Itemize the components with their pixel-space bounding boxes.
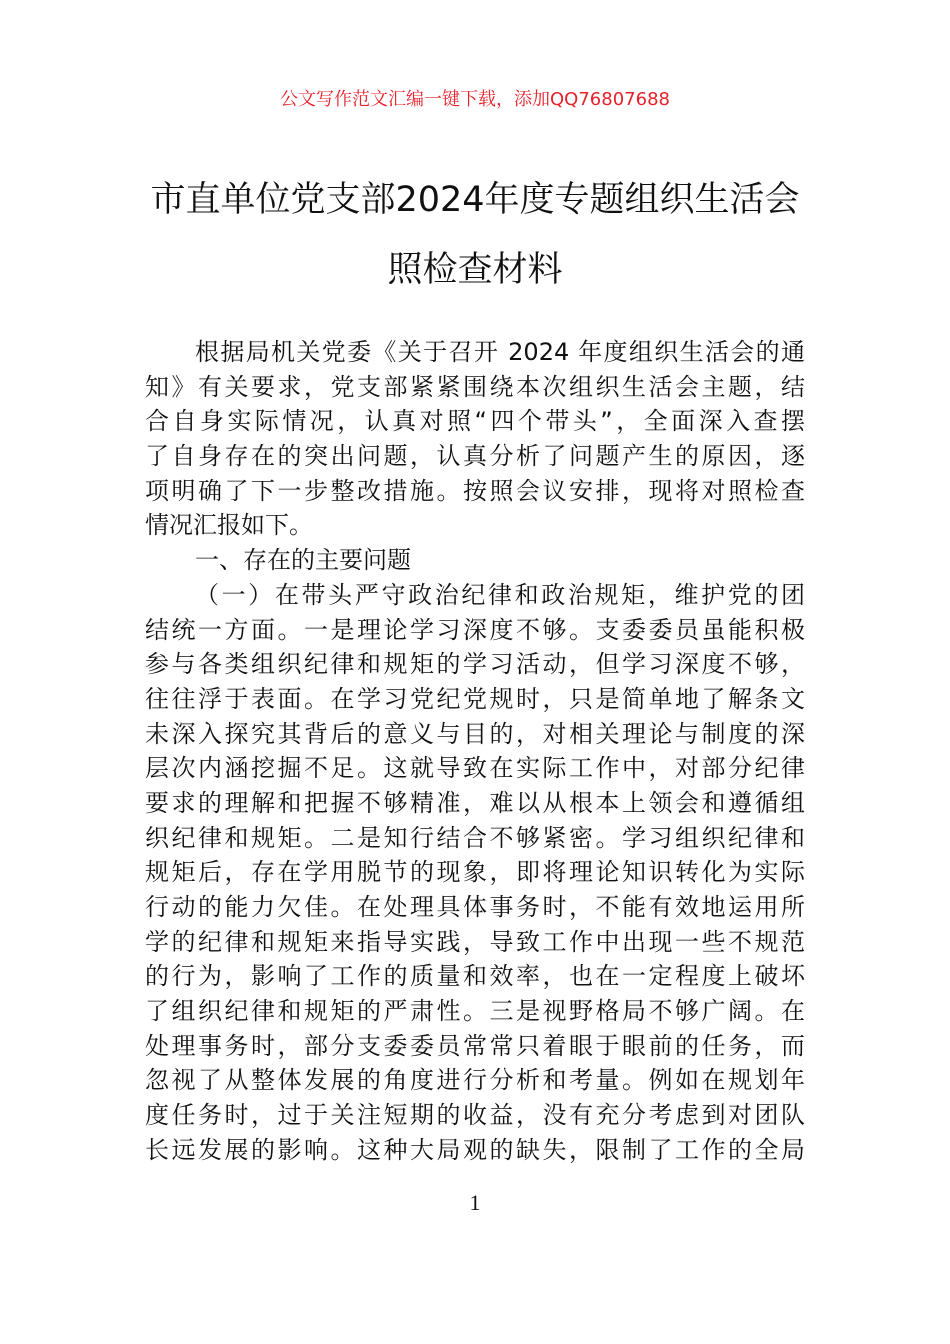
body-text-line: 一、存在的主要问题 [195,546,411,575]
download-watermark-text: 公文写作范文汇编一键下载，添加QQ76807688 [280,89,670,110]
body-text-line: 规矩后，存在学用脱节的现象，即将理论知识转化为实际 [145,858,805,887]
body-text-line: 情况汇报如下。 [145,511,313,540]
body-text-line: 行动的能力欠佳。在处理具体事务时，不能有效地运用所 [145,893,805,921]
body-text-line: 往往浮于表面。在学习党纪党规时，只是简单地了解条文 [145,684,805,713]
body-text-line: 学的纪律和规矩来指导实践，导致工作中出现一些不规范 [145,927,805,956]
body-text-line: 长远发展的影响。这种大局观的缺失，限制了工作的全局 [145,1135,805,1164]
body-text-line: 处理事务时，部分支委委员常常只着眼于眼前的任务，而 [145,1031,805,1060]
body-text-line: 忽视了从整体发展的角度进行分析和考量。例如在规划年 [145,1066,805,1095]
body-text-line: 未深入探究其背后的意义与目的，对相关理论与制度的深 [145,719,805,748]
document-title-line-2: 照检查材料 [387,250,563,290]
body-text-line: 了自身存在的突出问题，认真分析了问题产生的原因，逐 [145,442,805,471]
body-text-line: 织纪律和规矩。二是知行结合不够紧密。学习组织纪律和 [145,823,805,852]
body-text-line: （一）在带头严守政治纪律和政治规矩，维护党的团 [195,580,805,609]
body-text-line: 的行为，影响了工作的质量和效率，也在一定程度上破坏 [145,962,805,991]
body-text-line: 层次内涵挖掘不足。这就导致在实际工作中，对部分纪律 [145,754,805,783]
body-text-line: 知》有关要求，党支部紧紧围绕本次组织生活会主题，结 [145,372,805,401]
body-text-line: 参与各类组织纪律和规矩的学习活动，但学习深度不够， [145,650,805,679]
body-text-line: 根据局机关党委《关于召开 2024 年度组织生活会的通 [195,338,805,366]
page-number: 1 [469,1190,481,1215]
document-body [145,335,805,1168]
body-text-line: 要求的理解和把握不够精准，难以从根本上领会和遵循组 [145,788,805,817]
body-text-line: 项明确了下一步整改措施。按照会议安排，现将对照检查 [145,476,805,505]
document-title-line-1: 市直单位党支部2024年度专题组织生活会 [150,180,800,220]
body-text-line: 合自身实际情况，认真对照“四个带头”，全面深入查摆 [145,407,805,436]
body-text-line: 结统一方面。一是理论学习深度不够。支委委员虽能积极 [145,615,805,644]
body-text-line: 了组织纪律和规矩的严肃性。三是视野格局不够广阔。在 [145,997,805,1026]
body-text-line: 度任务时，过于关注短期的收益，没有充分考虑到对团队 [145,1101,805,1130]
